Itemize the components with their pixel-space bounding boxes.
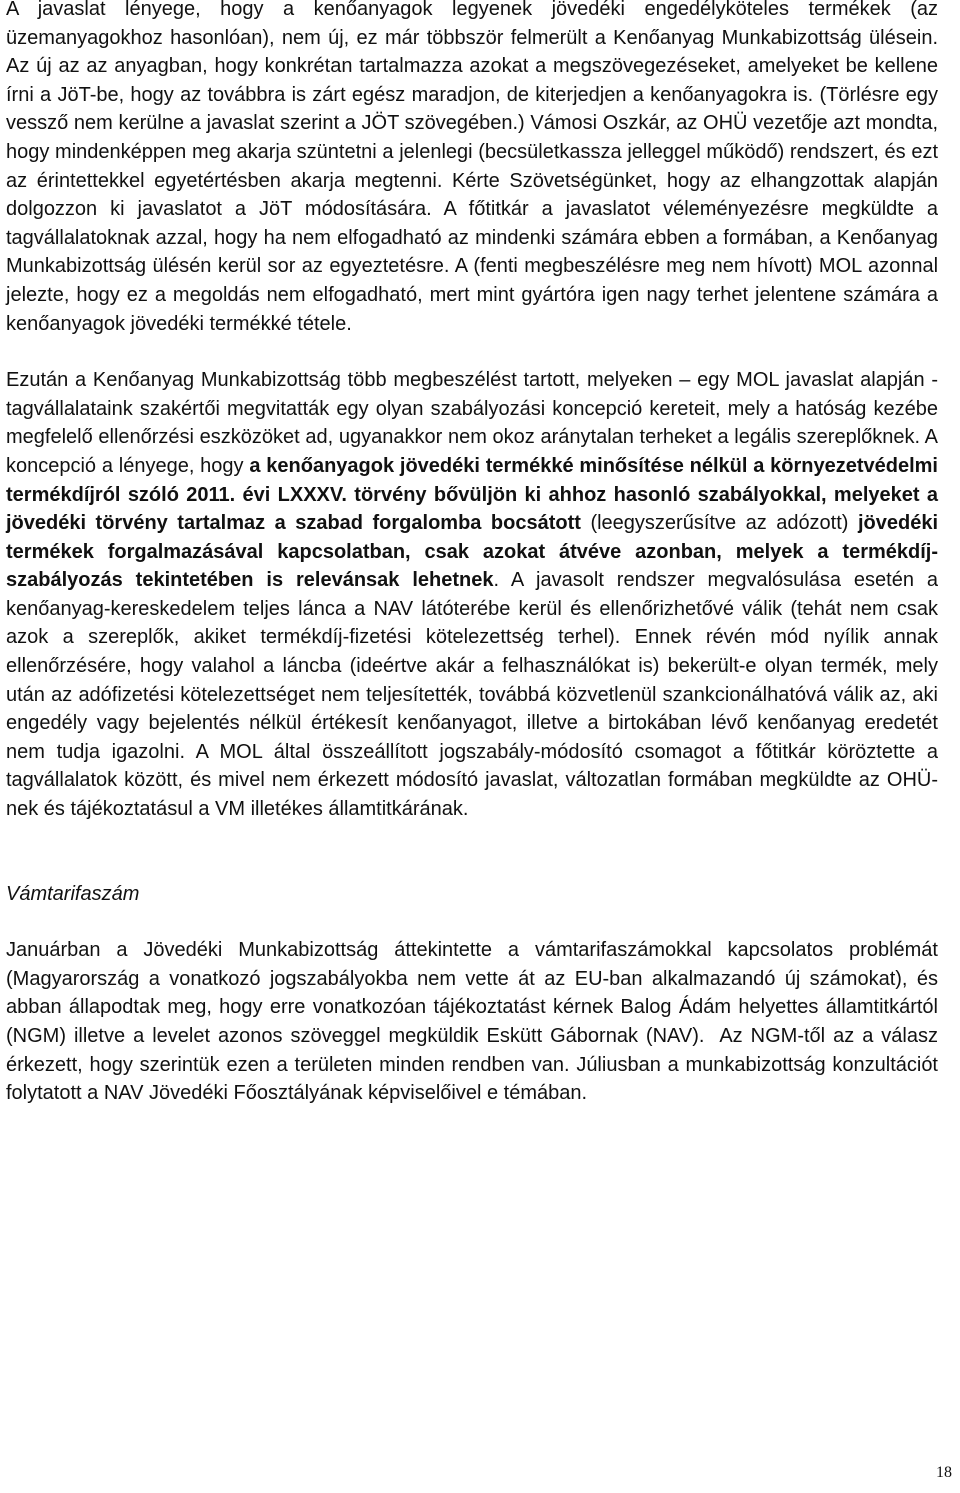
sentence: A MOL által összeállított jogszabály-módosító csomagot a főtitkár köröztette a tagvállalatok között, és mivel nem érkezett módosító javaslat, változatlan formában megküldte az OHÜ-nek és tájékoztatásul a VM illetékes államtitkárának. bbox=[6, 740, 938, 821]
bold-text: a kenőanyagok jövedéki termékké minősítése nélkül a környezetvédelmi termékdíjról szóló 2011. évi LXXXV. törvény bővüljön ki ahhoz hasonló szabályokkal, melyeket a jövedéki törvény tartalmaz a szabad forgalomba bocsátott bbox=[6, 454, 938, 535]
section-heading: Vámtarifaszám bbox=[6, 882, 140, 905]
sentence: Vámosi Oszkár, az OHÜ vezetője azt mondta, hogy mindenképpen meg akarja szüntetni a jelenlegi (becsületkassza jelleggel működő) rendszert, és ezt az érintettekkel egyetértésben akarja megtenni. bbox=[6, 112, 938, 192]
paragraph-excise-proposal bbox=[6, 0, 938, 338]
paragraph-tariff-numbers bbox=[6, 936, 938, 1108]
sentence: A (fenti megbeszélésre meg nem hívott) MOL azonnal jelezte, hogy ez a megoldás nem elfogadható, mert mint gyártóra igen nagy terhet jelentene számára a kenőanyagok jövedéki termékké tétele. bbox=[6, 255, 939, 335]
sentence: Kérte Szövetségünket, hogy az elhangzottak alapján dolgozzon ki javaslatot a JöT módosítására. bbox=[6, 169, 938, 221]
sentence: A javaslat lényege, hogy a kenőanyagok legyenek jövedéki engedélyköteles termékek (az üzemanyagokhoz hasonlóan), nem új, ez már többször felmerült a Kenőanyag Munkabizottság ülésein. bbox=[6, 0, 938, 49]
document-page bbox=[6, 0, 938, 1108]
bold-text: jövedéki termékek forgalmazásával kapcsolatban, csak azokat átvéve azonban, melyek a termékdíj-szabályozás tekintetében is relevánsak lehetnek bbox=[6, 512, 939, 592]
sentence: (leegyszerűsítve az adózott) bbox=[590, 512, 849, 535]
sentence: Januárban a Jövedéki Munkabizottság áttekintette a vámtarifaszámokkal kapcsolatos problémát (Magyarország a vonatkozó jogszabályokba nem vette át az EU-ban alkalmazandó új számokat), és abban állapodtak meg, hogy erre vonatkozóan tájékoztatást kérnek Balog Ádám helyettes államtitkártól (NGM) illetve a levelet azonos szöveggel megküldik Eskütt Gábornak (NAV). bbox=[6, 939, 938, 1047]
sentence: Az új az az anyagban, hogy konkrétan tartalmazza azokat a megszövegezéseket, amelyeket be kellene írni a JöT-be, hogy az továbbra is zárt egész maradjon, de kiterjedjen a kenőanyagokra is. bbox=[6, 55, 938, 106]
sentence: (Törlésre egy vessző nem kerülne a javaslat szerint a JÖT szövegében.) bbox=[6, 83, 939, 135]
paragraph-lubricant-committee bbox=[6, 366, 938, 824]
page-number: 18 bbox=[936, 1464, 952, 1481]
sentence: . bbox=[493, 569, 500, 592]
sentence: A koncepció a lényege, hogy bbox=[6, 426, 939, 477]
sentence: Júliusban a munkabizottság konzultációt folytatott a NAV Jövedéki Főosztályának képviselőivel e témában. bbox=[6, 1053, 938, 1105]
sentence: A főtitkár a javaslatot véleményezésre megküldte a tagvállalatoknak azzal, hogy ha nem elfogadható az mindenki számára ebben a formában, a Kenőanyag Munkabizottság ülésén kerül sor az egyeztetésre. bbox=[6, 198, 939, 278]
sentence: Az NGM-től az a válasz érkezett, hogy szerintük ezen a területen minden rendben van. bbox=[6, 1025, 938, 1076]
sentence: Ezután a Kenőanyag Munkabizottság több megbeszélést tartott, melyeken – egy MOL javaslat alapján - tagvállalataink szakértői megvitatták egy olyan szabályozási koncepció kereteit, mely a hatóság kezébe megfelelő ellenőrzési eszközöket ad, ugyanakkor nem okoz aránytalan terheket a legális szereplőknek. bbox=[6, 369, 938, 449]
sentence: Ennek révén mód nyílik annak ellenőrzésére, hogy valahol a láncba (ideértve akár a felhasználókat is) bekerült-e olyan termék, mely után az adófizetési kötelezettséget nem teljesítették, továbbá közvetlenül szankcionálhatóvá válik az, aki engedély vagy bejelentés nélkül értékesít kenőanyagot, illetve a birtokában lévő kenőanyag eredetét nem tudja igazolni. bbox=[6, 626, 938, 763]
sentence: A javasolt rendszer megvalósulása esetén a kenőanyag-kereskedelem teljes lánca a NAV látóterébe kerül és ellenőrizhetővé válik (tehát nem csak azok a szereplők, akiket termékdíj-fizetési kötelezettség terhel). bbox=[6, 569, 938, 649]
